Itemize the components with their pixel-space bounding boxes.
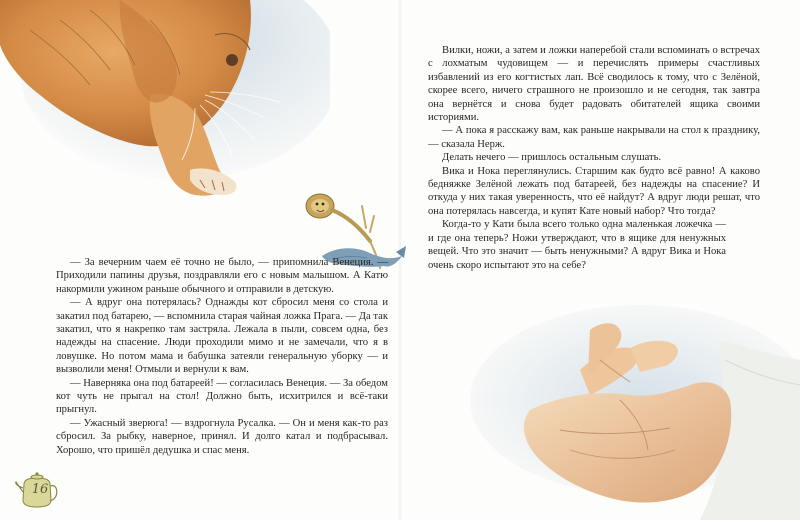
paragraph: Вика и Нока переглянулись. Старшим как будто всё равно! А каково бедняжке Зелёной лежать под батареей, без надежды на спасение? И откуда у них такая уверенность, что её найдут? А вдруг люди решат, что она потерялась навсегда, и купят Кате новый набор? Что тогда? (428, 165, 760, 217)
cat-illustration (0, 0, 330, 205)
paragraph: — Наверняка она под батареей! — согласилась Венеция. — За обедом кот чуть не прыгал на стол! Должно быть, исхитрился и всё-таки прыгнул. (56, 377, 388, 416)
paragraph: Делать нечего — пришлось остальным слушать. (442, 152, 662, 164)
paragraph: Когда-то у Кати была всего только одна маленькая ложечка — и где она теперь? Ножи утверждают, что в ящике для ненужных вещей. Что это значит — быть ненужными? А вдруг Вика и Нока очень скоро испытают это на себе? (428, 219, 726, 271)
book-gutter (398, 0, 402, 520)
paragraph: Вилки, ножи, а затем и ложки наперебой стали вспоминать о встречах с лохматым чудовищем — и перечислять примеры счастливых избавлений из его когтистых лап. Всё сводилось к тому, что с Зелёной, скорее всего, ничего страшного не произошло и не сегодня, так завтра она вернётся и снова будет радовать обитателей ящика своими историями. (428, 45, 760, 124)
right-page-text (428, 44, 760, 272)
page-number-badge (14, 470, 60, 510)
left-page-text (56, 256, 388, 457)
paragraph: — А пока я расскажу вам, как раньше накрывали на стол к празднику, — сказала Нерж. (428, 125, 760, 150)
paragraph: — За вечерним чаем её точно не было, — припомнила Венеция. — Приходили папины друзья, поздравляли его с новым малышом. А Катю накормили ужином раньше обычного и отправили в детскую. (56, 257, 388, 295)
page-number: 16 (31, 482, 49, 497)
hand-illustration (470, 300, 800, 520)
paragraph: — Ужасный зверюга! — вздрогнула Русалка. — Он и меня как-то раз сбросил. За рыбку, наверное, принял. И долго катал и подбрасывал. Хорошо, что пришёл дедушка и спас меня. (56, 417, 388, 456)
paragraph: — А вдруг она потерялась? Однажды кот сбросил меня со стола и закатил под батарею, — вспомнила старая чайная ложка Прага. — Да так закатил, что я накрепко там застряла. Лежала в пыли, совсем одна, без надежды на спасение. Люди проходили мимо и не замечали, что я в ловушке. Но потом мама и бабушка затеяли генеральную уборку — и вызволили меня! Отмыли и вернули к вам. (56, 297, 388, 376)
